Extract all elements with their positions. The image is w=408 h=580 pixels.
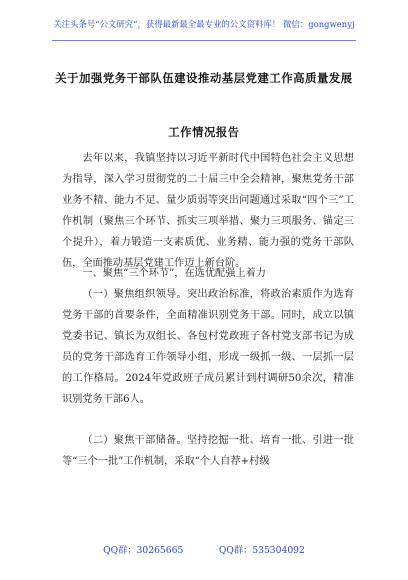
footer-qq-group-2: QQ群：535304092	[218, 545, 305, 556]
body-paragraph: （二）聚焦干部储备。坚持挖掘一批、培育一批、引进一批等“三个一批”工作机制，采取“个人自荐+村级	[62, 435, 354, 467]
header-banner: 关注头条号“公文研究”，获得最新最全最专业的公文资料库！ 微信：gongwenyj	[53, 19, 355, 29]
header-divider	[52, 40, 356, 41]
section-heading: 一、聚焦“三个环节”，在选优配强上着力	[82, 268, 266, 279]
footer-qq-group-1: QQ群：30265665	[103, 545, 184, 556]
footer-contact	[0, 542, 408, 556]
body-paragraph: （一）聚焦组织领导。突出政治标准，将政治素质作为选育党务干部的首要条件，全面精准识别党务干部。同时，成立以镇党委书记、镇长为双组长、各包村党政班子各村党支部书记为成员的党务干部选育工作领导小组，形成一级抓一级、一层抓一层的工作格局。2024年党政班子成员累计到村调研50余次，精准识别党务干部6人。	[62, 289, 354, 405]
intro-paragraph: 去年以来，我镇坚持以习近平新时代中国特色社会主义思想为指导，深入学习贯彻党的二十届三中全会精神，聚焦党务干部业务不精、能力不足、量少质弱等突出问题通过采取“四个三”工作机制（聚焦三个环节、抓实三项举措、聚力三项服务、锚定三个提升），着力锻造一支素质优、业务精、能力强的党务干部队伍，全面推动基层党建工作迈上新台阶。	[62, 153, 354, 269]
document-title: 关于加强党务干部队伍建设推动基层党建工作高质量发展	[55, 71, 353, 85]
document-subtitle: 工作情况报告	[168, 125, 240, 139]
